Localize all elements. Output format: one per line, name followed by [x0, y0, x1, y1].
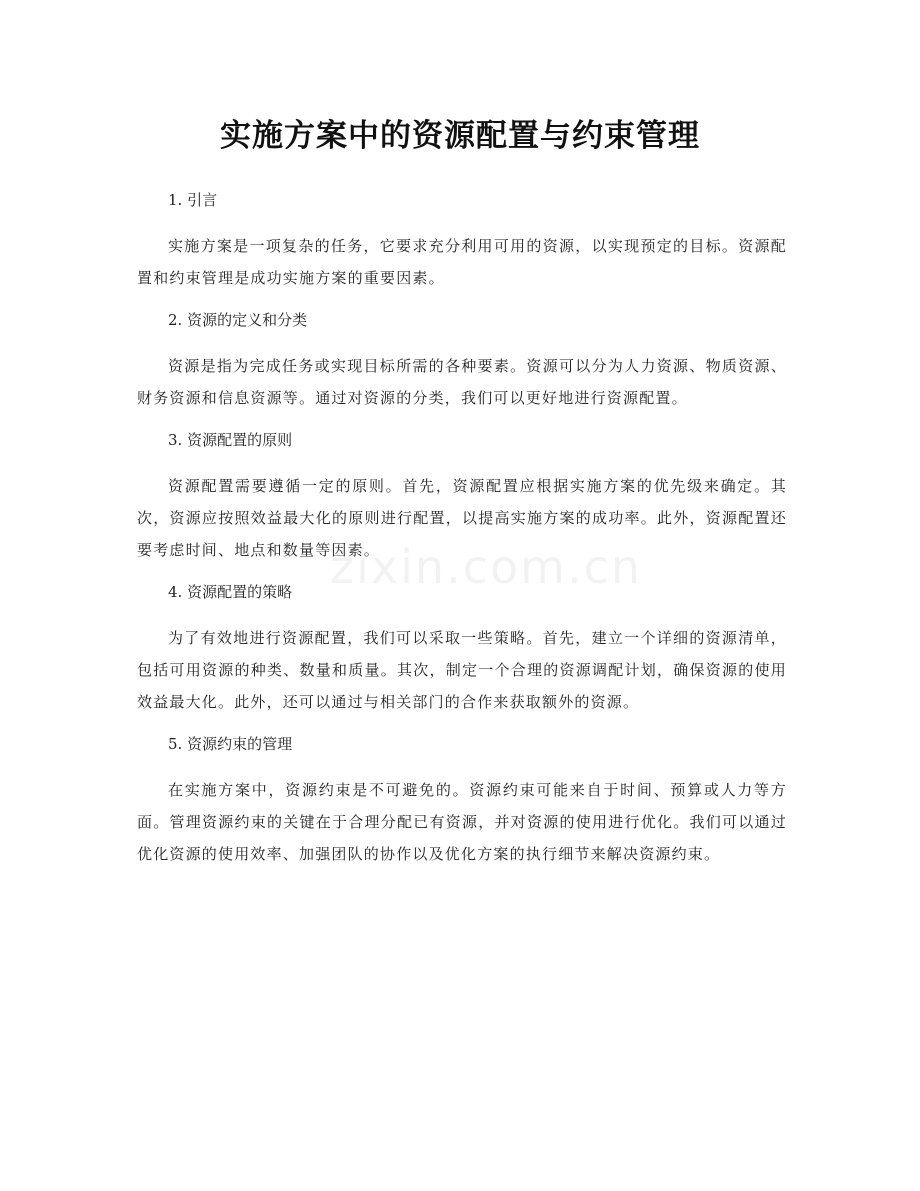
section-paragraph: 实施方案是一项复杂的任务，它要求充分利用可用的资源，以实现预定的目标。资源配置和约束管理是成功实施方案的重要因素。	[137, 237, 787, 287]
document-body	[137, 188, 787, 870]
section-introduction	[137, 188, 787, 308]
section-paragraph: 为了有效地进行资源配置，我们可以采取一些策略。首先，建立一个详细的资源清单，包括可用资源的种类、数量和质量。其次，制定一个合理的资源调配计划，确保资源的使用效益最大化。此外，还可以通过与相关部门的合作来获取额外的资源。	[137, 629, 787, 711]
watermark: zixin.com.cn	[330, 540, 643, 594]
section-resource-definition	[137, 308, 787, 428]
page-title: 实施方案中的资源配置与约束管理	[220, 118, 700, 154]
section-heading: 1. 引言	[168, 191, 218, 209]
section-paragraph: 资源配置需要遵循一定的原则。首先，资源配置应根据实施方案的优先级来确定。其次，资源应按照效益最大化的原则进行配置，以提高实施方案的成功率。此外，资源配置还要考虑时间、地点和数量等因素。	[137, 477, 787, 559]
section-constraint-management	[137, 732, 787, 870]
section-paragraph: 资源是指为完成任务或实现目标所需的各种要素。资源可以分为人力资源、物质资源、财务资源和信息资源等。通过对资源的分类，我们可以更好地进行资源配置。	[137, 357, 787, 407]
section-allocation-principles	[137, 428, 787, 580]
section-allocation-strategy	[137, 580, 787, 732]
section-paragraph: 在实施方案中，资源约束是不可避免的。资源约束可能来自于时间、预算或人力等方面。管理资源约束的关键在于合理分配已有资源，并对资源的使用进行优化。我们可以通过优化资源的使用效率、加强团队的协作以及优化方案的执行细节来解决资源约束。	[137, 781, 787, 863]
section-heading: 2. 资源的定义和分类	[168, 311, 308, 329]
section-heading: 4. 资源配置的策略	[168, 583, 293, 601]
section-heading: 3. 资源配置的原则	[168, 431, 293, 449]
section-heading: 5. 资源约束的管理	[168, 735, 293, 753]
